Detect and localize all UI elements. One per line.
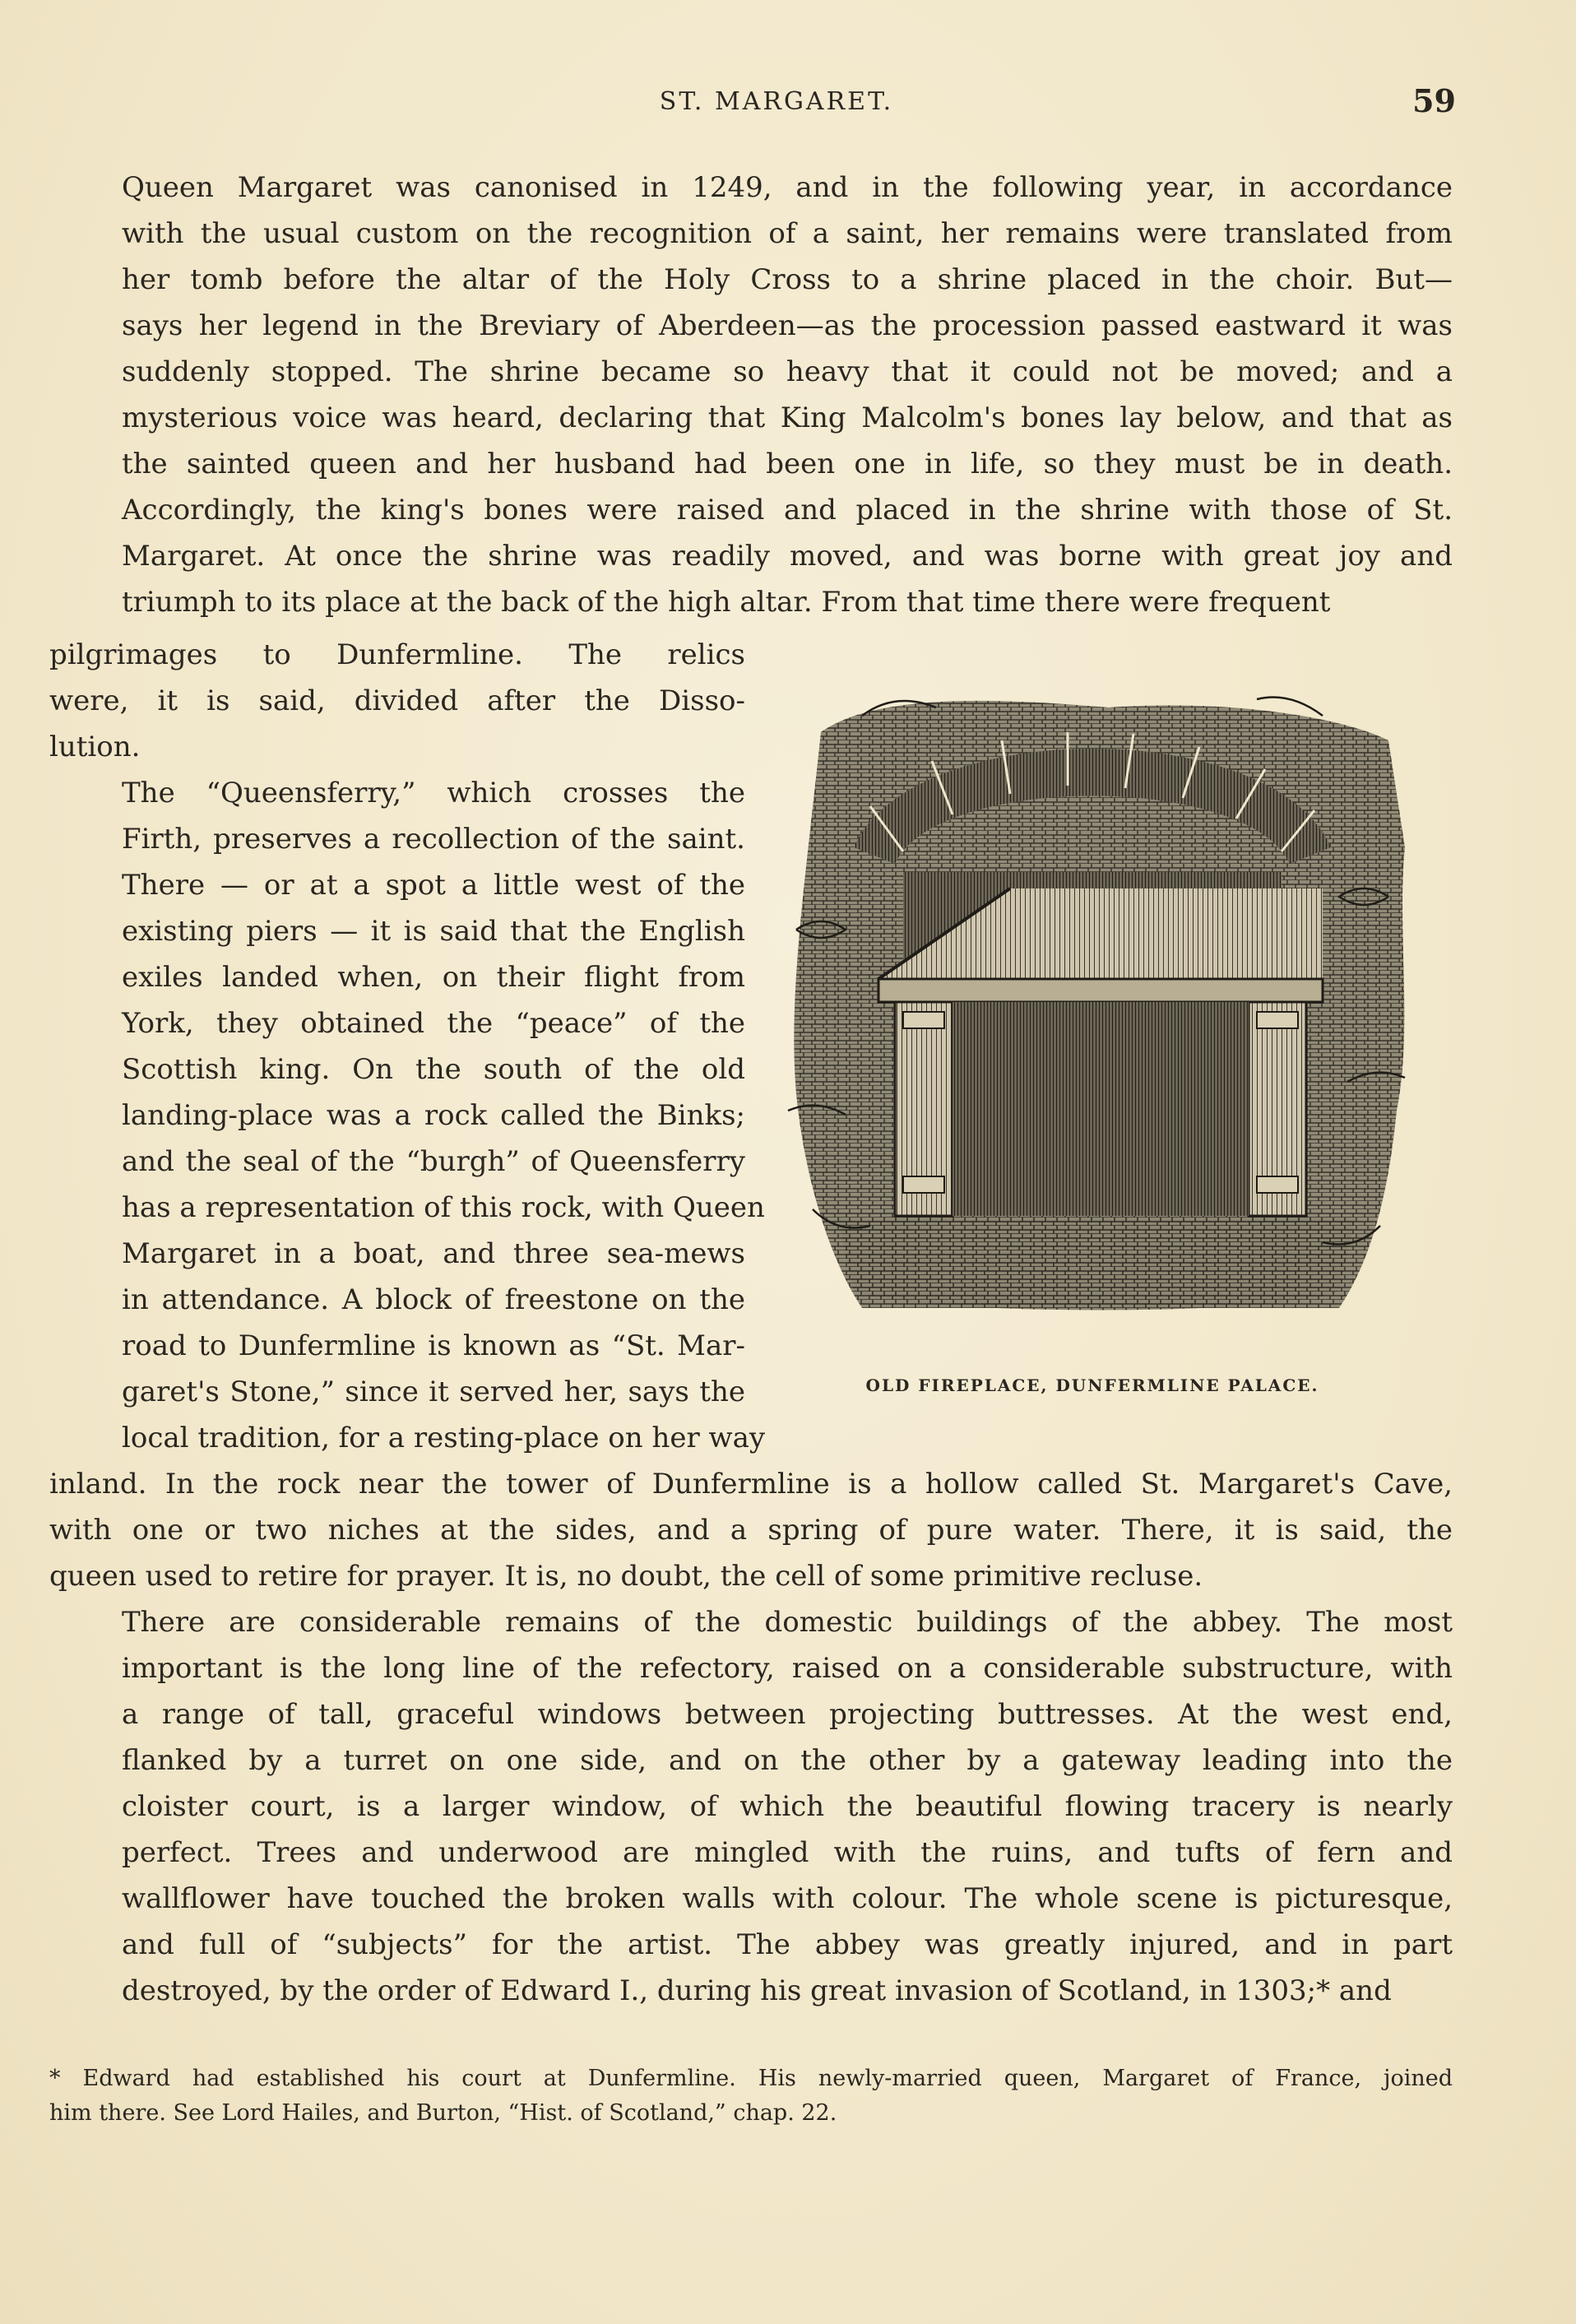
text-line: * Edward had established his court at Dunfermline. His newly-married queen, Margaret of France, joined [49,2066,1453,2091]
text-line: existing piers — it is said that the English [122,915,745,948]
figure-caption: OLD FIREPLACE, DUNFERMLINE PALACE. [865,1375,1319,1395]
text-line: lution. [49,731,141,763]
text-line: perfect. Trees and underwood are mingled with the ruins, and tufts of fern and [122,1836,1453,1869]
text-line: York, they obtained the “peace” of the [122,1007,745,1040]
text-line: were, it is said, divided after the Disso- [49,684,745,717]
text-line: suddenly stopped. The shrine became so heavy that it could not be moved; and a [122,355,1453,388]
text-line: a range of tall, graceful windows between projecting buttresses. At the west end, [122,1698,1453,1731]
paragraph-queensferry-body [49,770,766,1461]
text-line: her tomb before the altar of the Holy Cross to a shrine placed in the choir. But— [122,263,1453,296]
fireplace-engraving [763,683,1421,1341]
text-line: queen used to retire for prayer. It is, no doubt, the cell of some primitive recluse. [49,1560,1203,1593]
text-line: Scottish king. On the south of the old [122,1053,745,1086]
text-line: triumph to its place at the back of the high altar. From that time there were frequent [122,586,1331,619]
paragraph-cave [49,1461,1453,1599]
text-line: road to Dunfermline is known as “St. Mar- [122,1329,745,1362]
text-line: Queen Margaret was canonised in 1249, and in the following year, in accordance [122,171,1453,204]
paragraph-canonisation [49,165,1453,625]
paragraph-queensferry [49,632,766,1461]
text-line: There — or at a spot a little west of the [122,869,745,902]
text-line: with one or two niches at the sides, and a spring of pure water. There, it is said, the [49,1514,1453,1547]
text-line: garet's Stone,” since it served her, says the [122,1375,745,1408]
fireplace-illustration [763,683,1421,1395]
text-line: mysterious voice was heard, declaring that King Malcolm's bones lay below, and that as [122,401,1453,434]
paragraph-cave-and-abbey [49,1461,1453,2014]
text-line: important is the long line of the refectory, raised on a considerable substructure, with [122,1652,1453,1685]
text-line: There are considerable remains of the domestic buildings of the abbey. The most [122,1606,1453,1639]
text-line: Accordingly, the king's bones were raised and placed in the shrine with those of St. [122,494,1453,526]
running-title: ST. MARGARET. [659,87,894,116]
page-number: 59 [1412,82,1456,119]
text-line: and the seal of the “burgh” of Queensferry [122,1145,745,1178]
text-line: The “Queensferry,” which crosses the [122,777,745,809]
text-line: the sainted queen and her husband had been one in life, so they must be in death. [122,448,1453,480]
text-line: cloister court, is a larger window, of which the beautiful flowing tracery is nearly [122,1790,1453,1823]
text-line: him there. See Lord Hailes, and Burton, “Hist. of Scotland,” chap. 22. [49,2100,837,2126]
text-line: destroyed, by the order of Edward I., during his great invasion of Scotland, in 1303;* and [122,1974,1392,2007]
text-line: in attendance. A block of freestone on the [122,1283,745,1316]
text-line: local tradition, for a resting-place on her way [122,1422,766,1454]
text-line: inland. In the rock near the tower of Dunfermline is a hollow called St. Margaret's Cave, [49,1468,1453,1501]
text-line: Margaret in a boat, and three sea-mews [122,1237,745,1270]
text-line: with the usual custom on the recognition of a saint, her remains were translated from [122,217,1453,250]
text-line: flanked by a turret on one side, and on the other by a gateway leading into the [122,1744,1453,1777]
page-header [97,82,1456,132]
text-line: says her legend in the Breviary of Aberdeen—as the procession passed eastward it was [122,309,1453,342]
text-line: pilgrimages to Dunfermline. The relics [49,638,745,671]
text-line: wallflower have touched the broken walls with colour. The whole scene is picturesque, [122,1882,1453,1915]
text-line: and full of “subjects” for the artist. The abbey was greatly injured, and in part [122,1928,1453,1961]
paragraph-abbey [49,1599,1453,2014]
text-line: Margaret. At once the shrine was readily moved, and was borne with great joy and [122,540,1453,573]
text-line: Firth, preserves a recollection of the saint. [122,823,745,856]
footnote [49,2062,1453,2131]
text-line: has a representation of this rock, with Queen [122,1191,765,1224]
text-line: exiles landed when, on their flight from [122,961,745,994]
text-line: landing-place was a rock called the Binks; [122,1099,745,1132]
paragraph-pilgrimages [49,632,745,770]
